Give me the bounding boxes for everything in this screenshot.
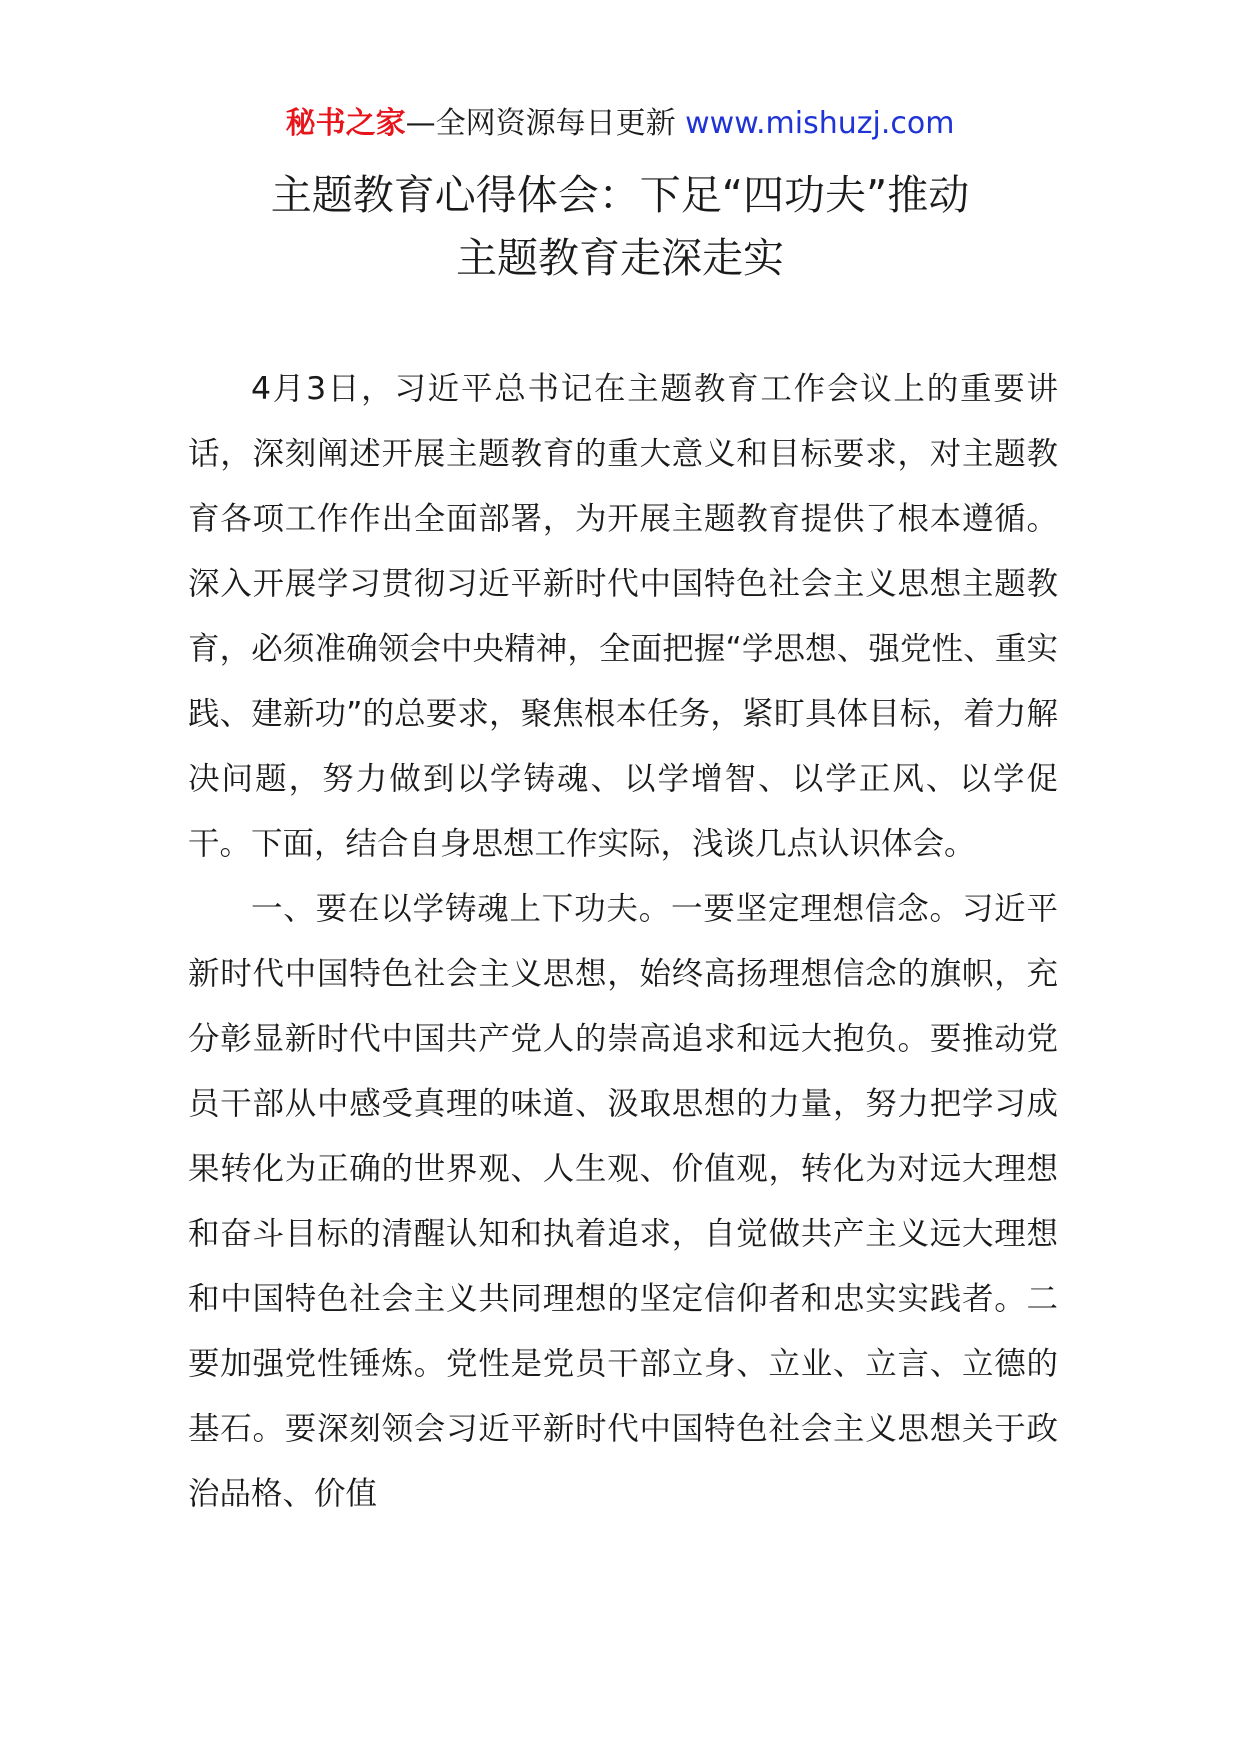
document-body [188,357,1058,1527]
header-tagline: —全网资源每日更新 [405,106,676,141]
paragraph-section-one: 一、要在以学铸魂上下功夫。一要坚定理想信念。习近平新时代中国特色社会主义思想，始终高扬理想信念的旗帜，充分彰显新时代中国共产党人的崇高追求和远大抱负。要推动党员干部从中感受真理的味道、汲取思想的力量，努力把学习成果转化为正确的世界观、人生观、价值观，转化为对远大理想和奋斗目标的清醒认知和执着追求，自觉做共产主义远大理想和中国特色社会主义共同理想的坚定信仰者和忠实实践者。二要加强党性锤炼。党性是党员干部立身、立业、立言、立德的基石。要深刻领会习近平新时代中国特色社会主义思想关于政治品格、价值 [188,891,1058,1512]
paragraph-intro: 4月3日，习近平总书记在主题教育工作会议上的重要讲话，深刻阐述开展主题教育的重大意义和目标要求，对主题教育各项工作作出全面部署，为开展主题教育提供了根本遵循。深入开展学习贯彻习近平新时代中国特色社会主义思想主题教育，必须准确领会中央精神，全面把握“学思想、强党性、重实践、建新功”的总要求，聚焦根本任务，紧盯具体目标，着力解决问题，努力做到以学铸魂、以学增智、以学正风、以学促干。下面，结合自身思想工作实际，浅谈几点认识体会。 [188,371,1058,862]
title-line-2: 主题教育走深走实 [456,234,784,282]
brand-name: 秘书之家 [285,106,406,141]
site-header [0,104,1240,144]
document-title [160,164,1080,290]
site-url-link[interactable]: www.mishuzj.com [685,106,955,141]
title-line-1: 主题教育心得体会：下足“四功夫”推动 [270,171,970,219]
